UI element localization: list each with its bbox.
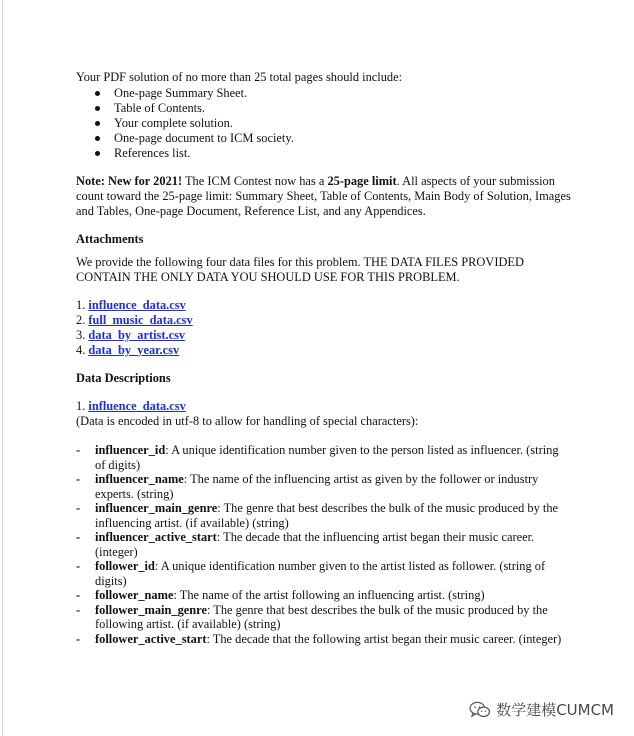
page-limit: 25-page limit [327, 174, 397, 188]
bullet-icon [95, 151, 100, 156]
list-item: 4. data_by_year.csv [76, 343, 180, 357]
document-content [76, 70, 571, 646]
note-paragraph: Note: New for 2021! The ICM Contest now has a 25-page limit. All aspects of your submission count toward the 25-page limit: Summary Sheet, Table of Contents, Main Body of Solution, Images and Tables, One-page Document, Reference List, and any Appendices. [76, 174, 571, 218]
field-name: follower_active_start [95, 631, 207, 646]
intro-text: Your PDF solution of no more than 25 total pages should include: [76, 70, 403, 84]
field-name: follower_main_genre [95, 602, 207, 617]
list-item: - influencer_main_genre: The genre that best describes the bulk of the music produced by the influencing artist. (if available) (string) [76, 501, 559, 530]
page-edge-line [2, 0, 3, 736]
list-item: 2. full_music_data.csv [76, 313, 193, 327]
field-name: influencer_main_genre [95, 501, 218, 515]
file-link-full-music-data[interactable]: full_music_data.csv [88, 313, 193, 327]
field-name: influencer_id [95, 443, 166, 457]
list-item: References list. [76, 146, 571, 161]
file-link-influence-data-description[interactable]: influence_data.csv [88, 399, 186, 413]
list-item: - influencer_active_start: The decade that the influencing artist began their music career. (integer) [76, 530, 535, 559]
description-file-title: 1. influence_data.csv [76, 399, 186, 413]
list-item: One-page document to ICM society. [76, 131, 571, 146]
requirements-list [76, 86, 571, 161]
bullet-icon [95, 121, 100, 126]
wechat-icon [469, 701, 491, 719]
list-item: - follower_main_genre: The genre that best describes the bulk of the music produced by the following artist. (if available) (string) [76, 602, 548, 631]
encoding-note: (Data is encoded in utf-8 to allow for handling of special characters): [76, 414, 419, 428]
field-list [76, 443, 571, 646]
note-label: Note: New for 2021! [76, 174, 183, 188]
dash-bullet: - [76, 443, 81, 457]
bullet-icon [95, 106, 100, 111]
file-link-influence-data[interactable]: influence_data.csv [88, 298, 186, 312]
dash-bullet: - [76, 588, 81, 602]
list-item: - influencer_name: The name of the influencing artist as given by the follower or industry experts. (string) [76, 472, 539, 501]
list-item: - follower_id: A unique identification number given to the artist listed as follower. (string of digits) [76, 559, 546, 588]
dash-bullet: - [76, 559, 81, 573]
dash-bullet: - [76, 631, 81, 646]
file-link-data-by-year[interactable]: data_by_year.csv [88, 343, 180, 357]
dash-bullet: - [76, 602, 81, 617]
file-list [76, 298, 571, 358]
dash-bullet: - [76, 530, 81, 544]
list-item: - influencer_id: A unique identification number given to the person listed as influencer. (string of digits) [76, 443, 559, 472]
field-name: follower_id [95, 559, 155, 573]
field-name: follower_name [95, 588, 174, 602]
field-name: influencer_active_start [95, 530, 217, 544]
list-item: Table of Contents. [76, 101, 571, 116]
list-item: 1. influence_data.csv [76, 298, 186, 312]
list-item: - follower_active_start: The decade that the following artist began their music career. (integer) [76, 631, 562, 646]
list-item: - follower_name: The name of the artist following an influencing artist. (string) [76, 588, 485, 602]
watermark [469, 699, 614, 720]
file-link-data-by-artist[interactable]: data_by_artist.csv [88, 328, 186, 342]
data-descriptions-heading: Data Descriptions [76, 371, 171, 385]
field-name: influencer_name [95, 472, 184, 486]
list-item: 3. data_by_artist.csv [76, 328, 186, 342]
dash-bullet: - [76, 472, 81, 486]
bullet-icon [95, 91, 100, 96]
list-item: One-page Summary Sheet. [76, 86, 571, 101]
bullet-icon [95, 136, 100, 141]
attachments-heading: Attachments [76, 232, 144, 246]
attachments-text: We provide the following four data files for this problem. THE DATA FILES PROVIDED CONTAIN THE ONLY DATA YOU SHOULD USE FOR THIS PROBLEM. [76, 255, 524, 284]
dash-bullet: - [76, 501, 81, 515]
list-item: Your complete solution. [76, 116, 571, 131]
watermark-text: 数学建模CUMCM [496, 701, 614, 719]
